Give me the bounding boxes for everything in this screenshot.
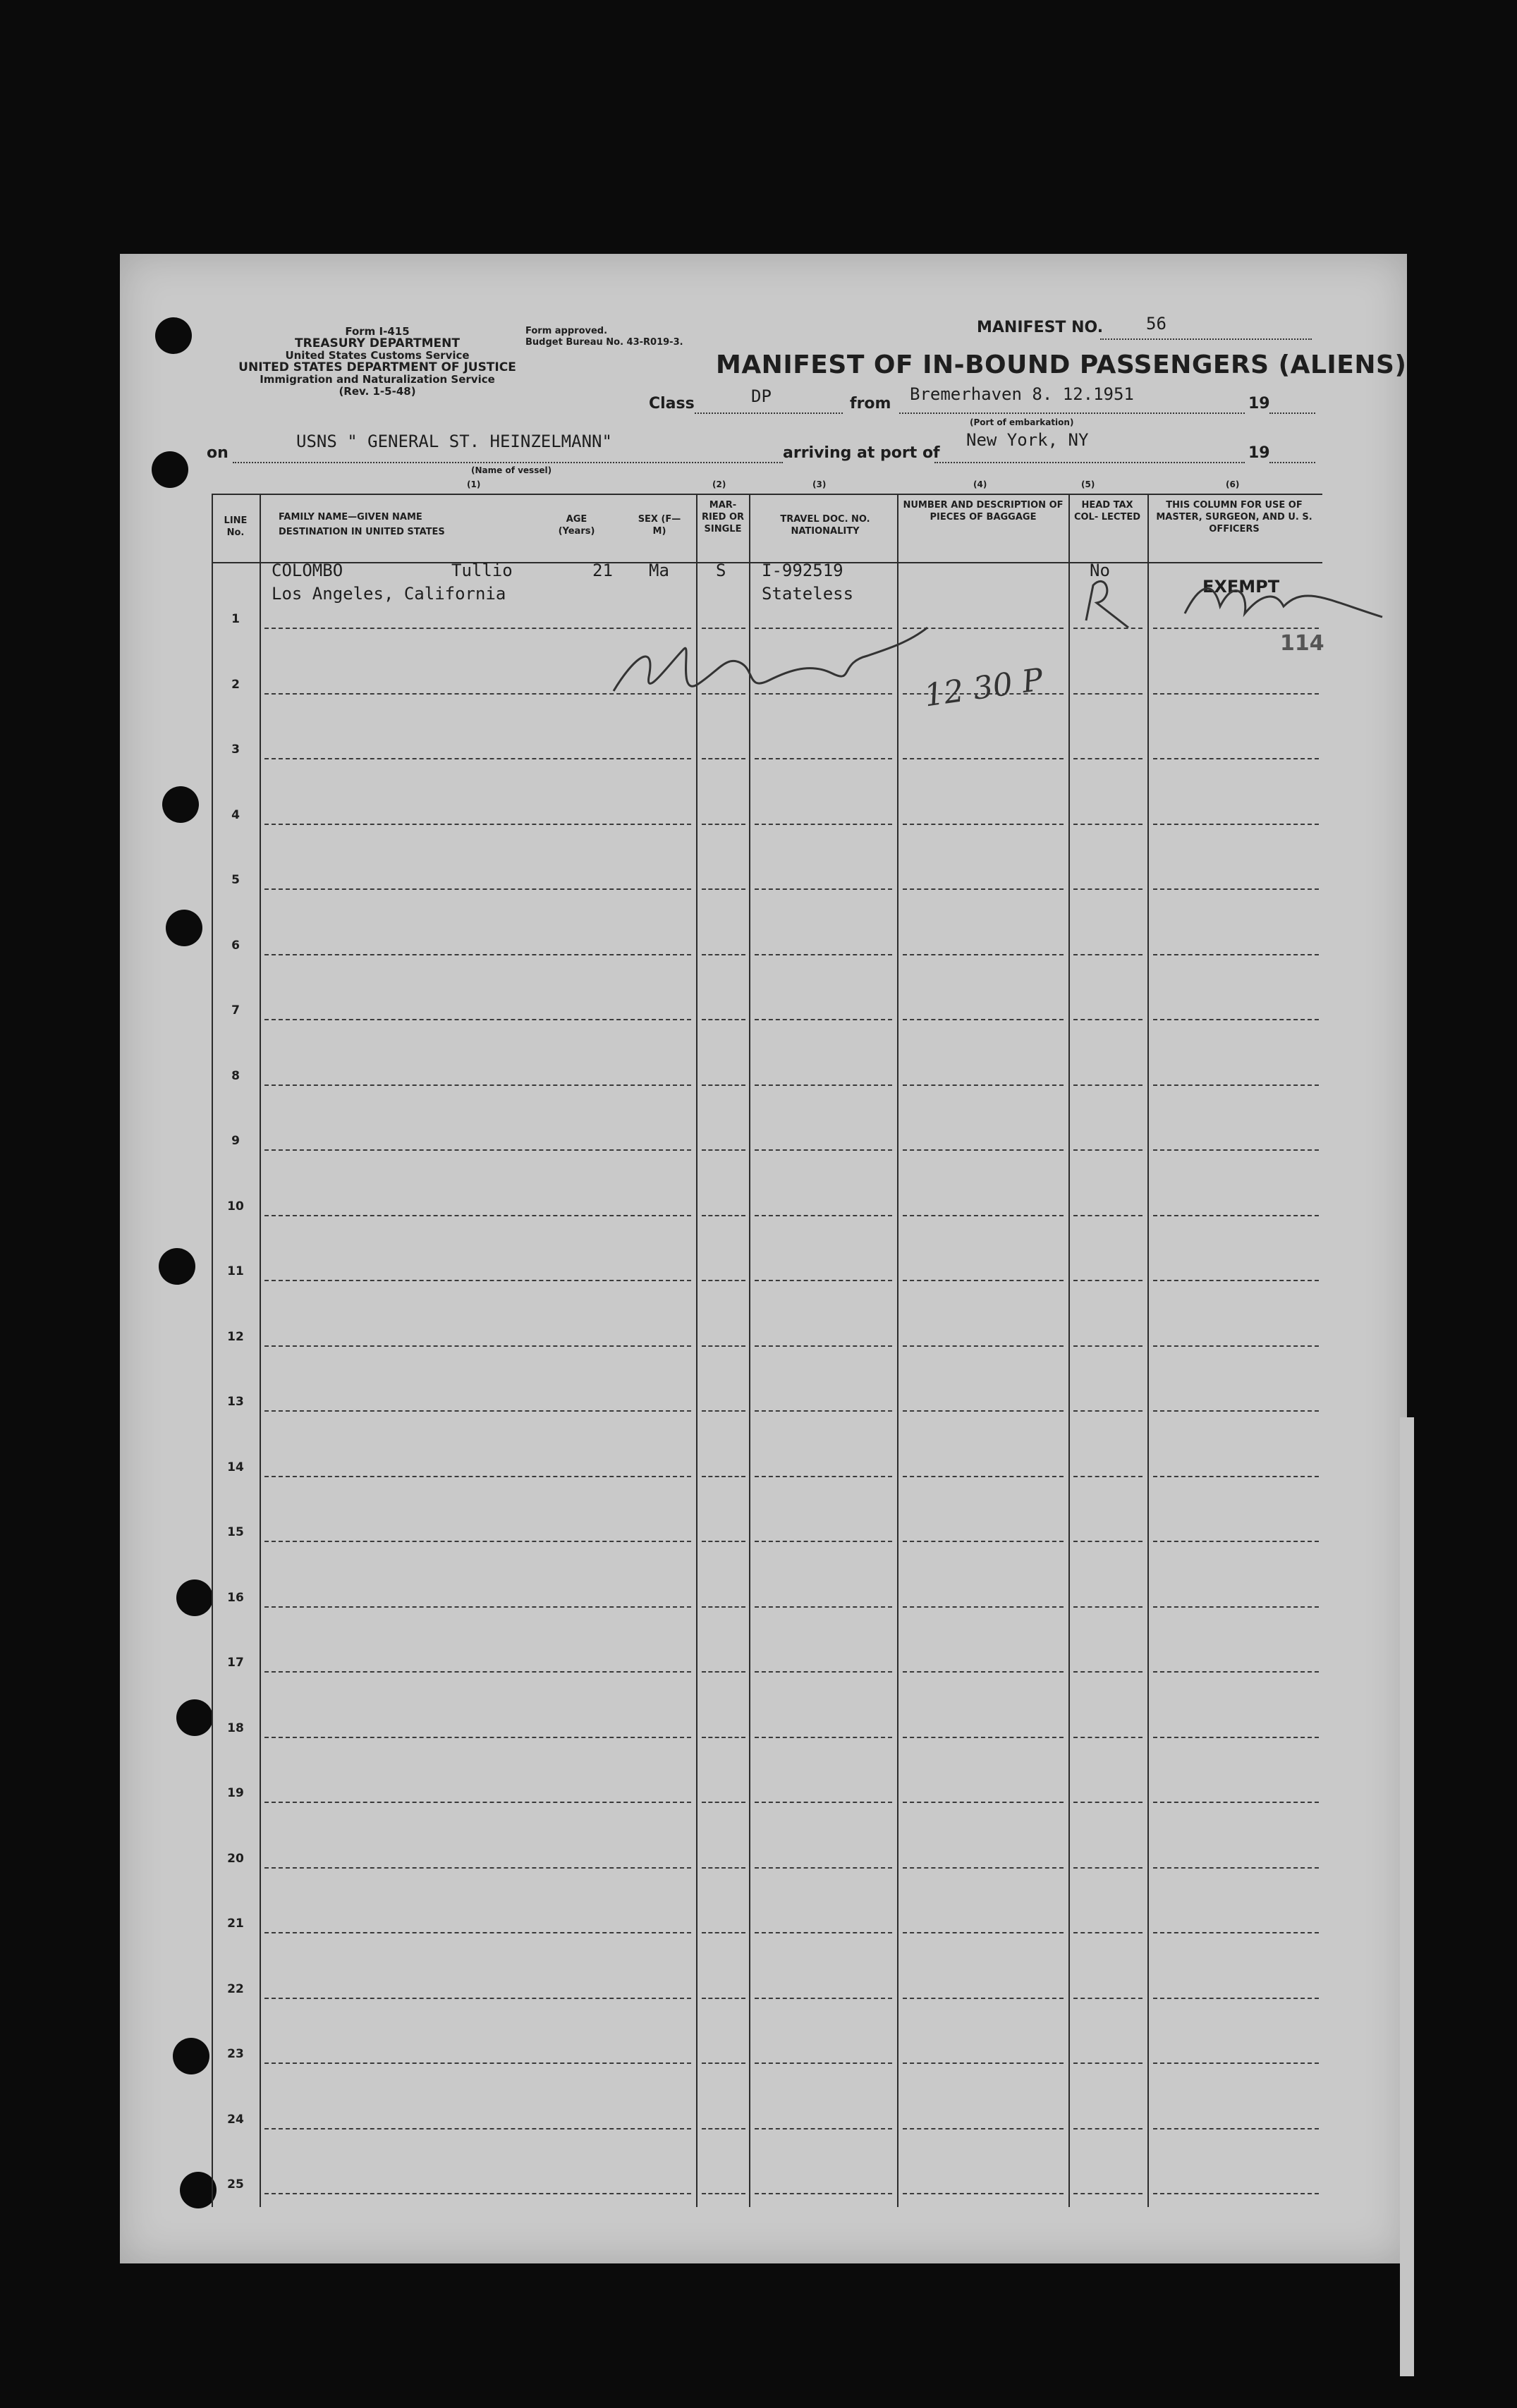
col-header-line-no: LINE No. [224,515,248,538]
line-number: 12 [227,1329,244,1344]
line-number: 24 [227,2112,244,2127]
row-line [903,2128,1064,2129]
row-line [264,1149,691,1151]
class-year-prefix: 19 [1248,395,1270,412]
line-number: 20 [227,1851,244,1866]
port-value: New York, NY [966,430,1089,450]
row-line [755,1215,892,1216]
row-line [1073,1932,1143,1933]
row-line [1073,888,1143,890]
passenger-nationality: Stateless [762,584,854,604]
row-line [903,1541,1064,1542]
col-num-6: (6) [1226,479,1240,489]
row-line [903,1802,1064,1803]
row-line [903,824,1064,825]
row-line [903,1998,1064,1999]
row-line [755,1671,892,1673]
budget-bureau: Budget Bureau No. 43-R019-3. [525,337,683,348]
passenger-sex: Ma [649,561,669,580]
handwritten-signature [607,613,931,712]
vessel-line [233,462,783,463]
embark-caption: (Port of embarkation) [970,417,1074,427]
row-line [1073,1867,1143,1869]
row-line [1153,1606,1319,1608]
row-line [702,1410,745,1412]
row-line [1153,2062,1319,2064]
row-line [1153,1998,1319,1999]
row-line [1153,1084,1319,1086]
row-line [903,954,1064,955]
row-line [1073,1476,1143,1477]
row-line [264,2128,691,2129]
passenger-age: 21 [592,561,613,580]
row-line [755,1019,892,1020]
line-number: 8 [231,1068,240,1083]
row-line [903,758,1064,759]
row-line [903,888,1064,890]
punch-hole [155,317,192,354]
on-label: on [207,444,229,462]
row-line [264,758,691,759]
line-number: 11 [227,1264,244,1278]
row-line [903,1280,1064,1281]
form-approved: Form approved. [525,326,608,336]
row-line [1153,758,1319,759]
punch-hole [166,910,202,946]
row-line [702,1737,745,1738]
row-line [755,2193,892,2194]
line-number: 1 [231,612,240,626]
row-line [1073,1606,1143,1608]
manifest-no-line [1100,338,1312,340]
punch-hole [152,451,188,488]
row-line [755,2128,892,2129]
row-line [264,1606,691,1608]
row-line [264,1998,691,1999]
row-line [1153,888,1319,890]
row-line [702,2062,745,2064]
row-line [1073,2193,1143,2194]
row-line [903,2062,1064,2064]
row-line [755,1410,892,1412]
line-number: 13 [227,1395,244,1409]
line-number: 7 [231,1003,240,1017]
row-line [1073,1084,1143,1086]
row-line [1073,693,1143,695]
class-year-line [1269,412,1315,414]
customs-service: United States Customs Service [285,349,470,362]
row-line [1153,1280,1319,1281]
row-line [1153,824,1319,825]
row-line [702,1606,745,1608]
row-line [755,1932,892,1933]
line-number: 14 [227,1460,244,1474]
row-line [903,1410,1064,1412]
passenger-given-name: Tullio [451,561,513,580]
line-number: 2 [231,677,240,692]
row-line [1153,693,1319,695]
row-line [755,888,892,890]
row-line [1073,824,1143,825]
col-divider [260,494,261,2207]
col-header-sex: SEX (F—M) [638,514,681,537]
col-num-2: (2) [712,479,726,489]
row-line [755,1541,892,1542]
col-header-married: MAR- RIED OR SINGLE [701,500,745,534]
row-line [1153,2193,1319,2194]
vessel-year-prefix: 19 [1248,444,1270,462]
page-title: MANIFEST OF IN-BOUND PASSENGERS (ALIENS) [716,350,1407,379]
row-line [264,1932,691,1933]
row-line [1073,1019,1143,1020]
row-line [755,1802,892,1803]
row-line [264,1084,691,1086]
table-top-border [212,494,1322,495]
arriving-label: arriving at port of [783,444,940,462]
row-line [755,1737,892,1738]
line-number: 17 [227,1656,244,1670]
row-line [755,1084,892,1086]
row-line [755,1345,892,1347]
row-line [903,1671,1064,1673]
row-line [702,2128,745,2129]
line-number: 25 [227,2177,244,2192]
row-line [903,1606,1064,1608]
row-line [1073,2062,1143,2064]
row-line [702,1671,745,1673]
row-line [702,1215,745,1216]
treasury-dept: TREASURY DEPARTMENT [295,336,460,350]
row-line [1153,1149,1319,1151]
line-number: 16 [227,1590,244,1605]
col-header-head-tax: HEAD TAX COL- LECTED [1073,500,1141,522]
row-line [702,1019,745,1020]
justice-dept: UNITED STATES DEPARTMENT OF JUSTICE [238,360,516,374]
col-header-officers: THIS COLUMN FOR USE OF MASTER, SURGEON, AND U. S. OFFICERS [1156,500,1312,534]
manifest-no-label: MANIFEST NO. [977,319,1104,336]
punch-hole [159,1248,195,1285]
row-line [1073,1345,1143,1347]
row-line [264,888,691,890]
row-line [903,1149,1064,1151]
line-number: 4 [231,807,240,822]
row-line [755,1606,892,1608]
row-line [1153,954,1319,955]
line-number: 19 [227,1786,244,1800]
row-line [1153,1019,1319,1020]
row-line [264,1215,691,1216]
row-line [264,1019,691,1020]
row-line [1073,1737,1143,1738]
col-header-baggage: NUMBER AND DESCRIPTION OF PIECES OF BAGGAGE [903,500,1064,522]
line-number: 23 [227,2047,244,2061]
handwritten-marks [1072,564,1396,649]
line-number: 3 [231,742,240,757]
row-line [903,1215,1064,1216]
row-line [1153,1410,1319,1412]
row-line [264,824,691,825]
revision-date: (Rev. 1-5-48) [339,385,416,398]
col-header-age: AGE (Years) [558,514,595,537]
row-line [1073,758,1143,759]
col-num-4: (4) [973,479,987,489]
col-divider [212,494,213,2207]
line-number: 22 [227,1981,244,1996]
row-line [1153,1215,1319,1216]
row-line [702,954,745,955]
sheet-edge [1400,1417,1414,2376]
officers-exempt-stamp: EXEMPT [1202,577,1280,597]
row-line [903,1019,1064,1020]
line-number: 9 [231,1134,240,1148]
row-line [1153,1867,1319,1869]
vessel-year-line [1269,462,1315,463]
row-line [1073,1802,1143,1803]
row-line [1073,1410,1143,1412]
row-line [702,1867,745,1869]
col-divider [696,494,697,2207]
row-line [1073,1149,1143,1151]
row-line [702,824,745,825]
row-line [1153,1541,1319,1542]
row-line [903,1476,1064,1477]
row-line [702,1345,745,1347]
row-line [702,1084,745,1086]
row-line [755,1476,892,1477]
class-label: Class [649,395,695,412]
row-line [1073,1280,1143,1281]
row-line [264,1280,691,1281]
row-line [755,1280,892,1281]
row-line [702,1149,745,1151]
punch-hole [176,1579,213,1616]
row-line [903,1345,1064,1347]
line-number: 6 [231,938,240,953]
from-line [899,412,1245,414]
col-header-name: FAMILY NAME—GIVEN NAME [279,512,422,522]
col-num-3: (3) [812,479,827,489]
vessel-caption: (Name of vessel) [471,465,552,475]
col-divider [749,494,750,2207]
row-line [755,2062,892,2064]
row-line [702,758,745,759]
row-line [903,2193,1064,2194]
row-line [903,1737,1064,1738]
from-value: Bremerhaven 8. 12.1951 [910,384,1134,404]
row-line [1073,1998,1143,1999]
row-line [264,1867,691,1869]
line-number: 21 [227,1917,244,1931]
row-line [1153,1671,1319,1673]
row-line [903,1084,1064,1086]
row-line [1153,2128,1319,2129]
row-line [702,1280,745,1281]
row-line [702,1998,745,1999]
row-line [264,2062,691,2064]
row-line [755,758,892,759]
row-line [903,1867,1064,1869]
punch-hole [173,2038,209,2074]
form-id-block [201,326,554,398]
col-header-destination: DESTINATION IN UNITED STATES [279,527,445,537]
row-line [264,954,691,955]
row-line [702,888,745,890]
col-divider [897,494,898,2207]
vessel-value: USNS " GENERAL ST. HEINZELMANN" [296,432,612,451]
passenger-marital: S [716,561,726,580]
row-line [1153,1476,1319,1477]
row-line [1153,1802,1319,1803]
row-line [1073,2128,1143,2129]
col-num-5: (5) [1081,479,1095,489]
row-line [1153,1737,1319,1738]
from-label: from [850,395,891,412]
col-num-1: (1) [467,479,481,489]
row-line [264,1345,691,1347]
class-line [695,412,843,414]
line-number: 18 [227,1721,244,1735]
row-line [1073,1541,1143,1542]
punch-hole [162,786,199,823]
ins-service: Immigration and Naturalization Service [260,373,495,386]
row-line [264,1410,691,1412]
row-line [1073,954,1143,955]
stamp-number: 114 [1280,631,1324,656]
row-line [702,1802,745,1803]
row-line [264,1671,691,1673]
row-line [264,1737,691,1738]
row-line [702,2193,745,2194]
approval-block [525,326,683,348]
row-line [264,1476,691,1477]
manifest-no-value: 56 [1146,314,1166,334]
col-divider [1147,494,1149,2207]
row-line [1153,1345,1319,1347]
passenger-head-tax: No [1090,561,1110,580]
row-line [702,1476,745,1477]
form-number: Form I-415 [345,325,410,338]
row-line [702,1932,745,1933]
row-line [1073,1671,1143,1673]
col-divider [1068,494,1070,2207]
row-line [264,1802,691,1803]
manifest-table [212,494,1322,2207]
row-line [264,1541,691,1542]
row-line [1073,1215,1143,1216]
passenger-travel-doc: I-992519 [762,561,843,580]
line-number: 10 [227,1199,244,1214]
line-number: 15 [227,1525,244,1539]
row-line [755,954,892,955]
punch-hole [176,1699,213,1736]
class-value: DP [751,386,772,406]
port-line [934,462,1245,463]
row-line [264,2193,691,2194]
row-line [755,1867,892,1869]
row-line [755,824,892,825]
handwritten-time: 12 30 P [922,661,1046,714]
row-line [755,1149,892,1151]
row-line [702,1541,745,1542]
line-number: 5 [231,873,240,887]
passenger-destination: Los Angeles, California [272,584,506,604]
row-line [903,1932,1064,1933]
passenger-family-name: COLOMBO [272,561,343,580]
row-line [755,1998,892,1999]
row-line [1153,1932,1319,1933]
col-header-travel-doc: TRAVEL DOC. NO. NATIONALITY [780,514,870,537]
